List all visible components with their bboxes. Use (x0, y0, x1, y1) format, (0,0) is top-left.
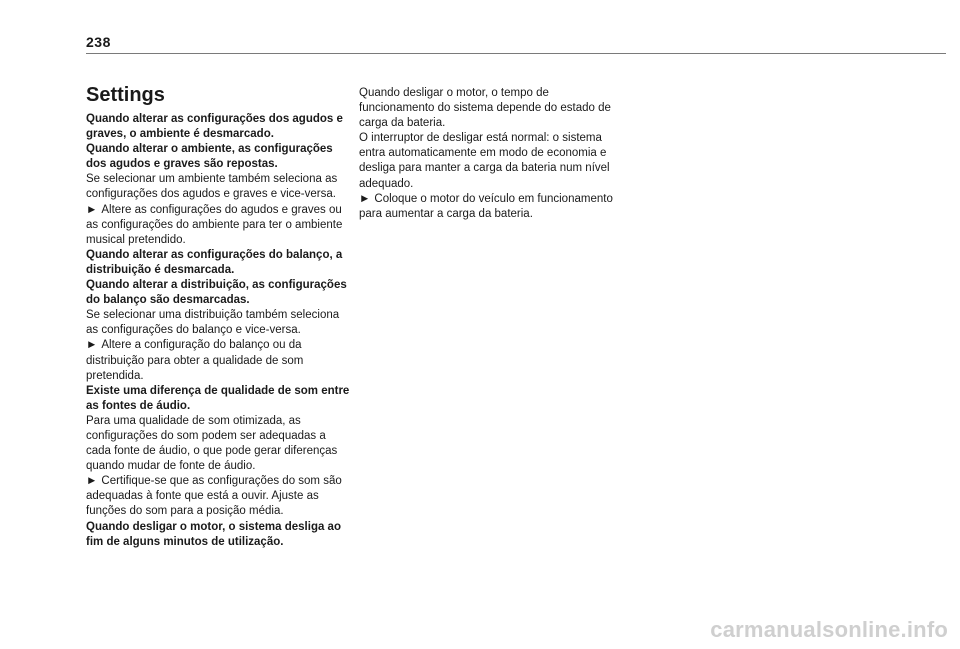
question-paragraph: Quando alterar o ambiente, as configurações dos agudos e graves são repostas. (86, 143, 333, 171)
question-paragraph: Quando alterar as configurações dos agudos e graves, o ambiente é desmarcado. (86, 113, 343, 141)
right-column (359, 86, 624, 222)
body-paragraph: O interruptor de desligar está normal: o sistema entra automaticamente em modo de economia e desliga para manter a carga da bateria num nível adequado. (359, 132, 610, 190)
step-paragraph: ► Altere as configurações do agudos e graves ou as configurações do ambiente para ter o ambiente musical pretendido. (86, 203, 343, 246)
step-paragraph: ► Coloque o motor do veículo em funcionamento para aumentar a carga da bateria. (359, 192, 613, 220)
step-paragraph: ► Certifique-se que as configurações do som são adequadas à fonte que está a ouvir. Ajuste as funções do som para a posição média. (86, 475, 342, 518)
body-paragraph: Se selecionar uma distribuição também seleciona as configurações do balanço e vice-versa. (86, 309, 340, 337)
body-paragraph: Quando desligar o motor, o tempo de funcionamento do sistema depende do estado de carga da bateria. (359, 87, 611, 130)
question-paragraph: Quando alterar a distribuição, as configurações do balanço são desmarcadas. (86, 279, 347, 307)
header-divider (86, 53, 946, 54)
page-number: 238 (86, 34, 111, 50)
question-paragraph: Quando alterar as configurações do balanço, a distribuição é desmarcada. (86, 248, 343, 276)
step-paragraph: ► Altere a configuração do balanço ou da distribuição para obter a qualidade de som pretendida. (86, 339, 304, 382)
left-column (86, 112, 351, 550)
step-arrow-icon: ► (359, 192, 371, 205)
step-arrow-icon: ► (86, 203, 98, 216)
body-paragraph: Se selecionar um ambiente também seleciona as configurações dos agudos e graves e vice-versa. (86, 173, 338, 201)
watermark: carmanualsonline.info (710, 617, 948, 642)
question-paragraph: Quando desligar o motor, o sistema desliga ao fim de alguns minutos de utilização. (86, 520, 341, 548)
body-paragraph: Para uma qualidade de som otimizada, as configurações do som podem ser adequadas a cada fonte de áudio, o que pode gerar diferenças quando mudar de fonte de áudio. (86, 414, 338, 473)
section-title: Settings (86, 84, 165, 106)
step-arrow-icon: ► (86, 475, 98, 488)
step-arrow-icon: ► (86, 339, 98, 352)
question-paragraph: Existe uma diferença de qualidade de som entre as fontes de áudio. (86, 384, 350, 412)
